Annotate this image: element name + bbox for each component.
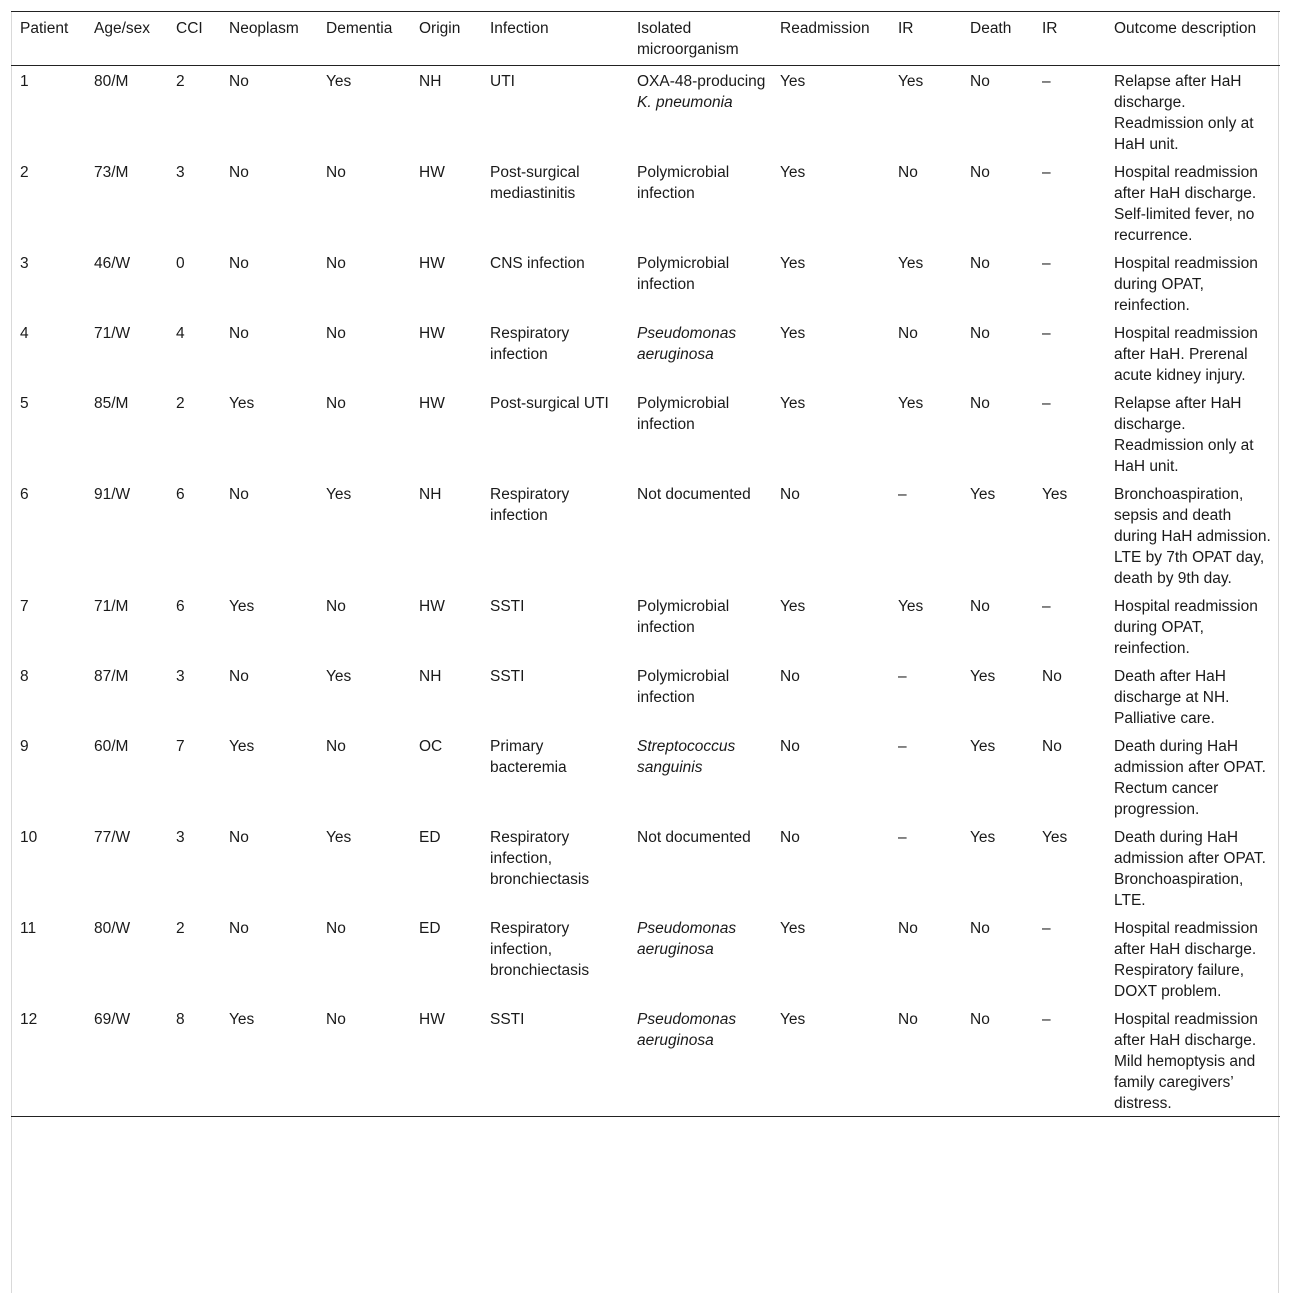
- header-readmission: Readmission: [780, 20, 870, 37]
- microorganism-species: Pseudomonas aeruginosa: [637, 920, 737, 958]
- header-death: Death: [970, 20, 1012, 37]
- cell-dementia: Yes: [326, 486, 352, 503]
- cell-patient: 7: [20, 598, 29, 615]
- cell-microorganism: [628, 388, 771, 479]
- cell-origin: ED: [419, 829, 441, 846]
- cell-readmission: Yes: [780, 73, 806, 90]
- header-microorganism: Isolated microorganism: [637, 20, 739, 58]
- cell-death: No: [970, 73, 990, 90]
- cell-ir-readmission: –: [898, 486, 907, 503]
- cell-neoplasm: No: [229, 255, 249, 272]
- table-row: [11, 1004, 1280, 1117]
- cell-dementia: No: [326, 325, 346, 342]
- cell-cci: 0: [176, 255, 185, 272]
- cell-death: Yes: [970, 668, 996, 685]
- cell-death: No: [970, 164, 990, 181]
- cell-infection: CNS infection: [490, 255, 585, 272]
- cell-ir-readmission: No: [898, 164, 918, 181]
- cell-outcome: Hospital readmission during OPAT, reinfection.: [1114, 598, 1258, 657]
- cell-ir-readmission: No: [898, 1011, 918, 1028]
- cell-infection: SSTI: [490, 1011, 525, 1028]
- cell-outcome: Death after HaH discharge at NH. Palliative care.: [1114, 668, 1230, 727]
- cell-ir-readmission: Yes: [898, 255, 924, 272]
- cell-ir-death: –: [1042, 395, 1051, 412]
- header-infection: Infection: [490, 20, 549, 37]
- cell-ir-death: Yes: [1042, 486, 1068, 503]
- cell-outcome: Hospital readmission after HaH. Prerenal acute kidney injury.: [1114, 325, 1258, 384]
- cell-patient: 11: [20, 920, 37, 937]
- cell-infection: Post-surgical UTI: [490, 395, 609, 412]
- cell-cci: 3: [176, 164, 185, 181]
- cell-death: No: [970, 395, 990, 412]
- cell-patient: 8: [20, 668, 29, 685]
- cell-age-sex: 87/M: [94, 668, 129, 685]
- cell-ir-readmission: Yes: [898, 395, 924, 412]
- cell-patient: 2: [20, 164, 29, 181]
- cell-age-sex: 60/M: [94, 738, 129, 755]
- cell-origin: NH: [419, 668, 442, 685]
- cell-microorganism: [628, 661, 771, 731]
- header-outcome: Outcome description: [1114, 20, 1257, 37]
- table-row: [11, 913, 1280, 1004]
- microorganism-species: Streptococcus sanguinis: [637, 738, 736, 776]
- cell-readmission: Yes: [780, 1011, 806, 1028]
- cell-death: No: [970, 1011, 990, 1028]
- cell-neoplasm: Yes: [229, 395, 255, 412]
- cell-dementia: No: [326, 395, 346, 412]
- table-row: [11, 157, 1280, 248]
- cell-microorganism: [628, 731, 771, 822]
- header-dementia: Dementia: [326, 20, 393, 37]
- patient-outcomes-table: [11, 11, 1280, 1117]
- header-origin: Origin: [419, 20, 461, 37]
- cell-death: Yes: [970, 829, 996, 846]
- table-row: [11, 661, 1280, 731]
- cell-dementia: No: [326, 598, 346, 615]
- cell-microorganism: [628, 913, 771, 1004]
- cell-age-sex: 85/M: [94, 395, 129, 412]
- microorganism-species: Pseudomonas aeruginosa: [637, 325, 737, 363]
- cell-cci: 3: [176, 668, 185, 685]
- microorganism-text: Polymicrobial infection: [637, 255, 730, 293]
- cell-ir-death: –: [1042, 73, 1051, 90]
- cell-cci: 2: [176, 395, 185, 412]
- microorganism-text: Polymicrobial infection: [637, 668, 730, 706]
- cell-patient: 5: [20, 395, 29, 412]
- cell-patient: 1: [20, 73, 29, 90]
- cell-patient: 12: [20, 1011, 38, 1028]
- cell-ir-death: Yes: [1042, 829, 1068, 846]
- cell-ir-readmission: –: [898, 738, 907, 755]
- table-row: [11, 822, 1280, 913]
- cell-patient: 10: [20, 829, 38, 846]
- cell-age-sex: 73/M: [94, 164, 129, 181]
- table-row: [11, 591, 1280, 661]
- cell-origin: HW: [419, 1011, 445, 1028]
- cell-neoplasm: No: [229, 164, 249, 181]
- table-header-row: [11, 12, 1280, 66]
- cell-outcome: Hospital readmission after HaH discharge. Self-limited fever, no recurrence.: [1114, 164, 1258, 244]
- cell-patient: 6: [20, 486, 29, 503]
- cell-neoplasm: Yes: [229, 1011, 255, 1028]
- cell-dementia: No: [326, 1011, 346, 1028]
- cell-origin: NH: [419, 486, 442, 503]
- cell-death: No: [970, 325, 990, 342]
- cell-patient: 3: [20, 255, 29, 272]
- header-ir-readmission: IR: [898, 20, 914, 37]
- header-cci: CCI: [176, 20, 203, 37]
- cell-outcome: Relapse after HaH discharge. Readmission only at HaH unit.: [1114, 73, 1254, 153]
- cell-microorganism: [628, 318, 771, 388]
- cell-dementia: Yes: [326, 668, 352, 685]
- cell-neoplasm: Yes: [229, 598, 255, 615]
- cell-origin: NH: [419, 73, 442, 90]
- microorganism-text: Polymicrobial infection: [637, 164, 730, 202]
- cell-microorganism: [628, 66, 771, 158]
- cell-infection: Respiratory infection: [490, 486, 570, 524]
- cell-cci: 4: [176, 325, 185, 342]
- cell-death: No: [970, 920, 990, 937]
- cell-dementia: No: [326, 738, 346, 755]
- cell-dementia: No: [326, 164, 346, 181]
- cell-dementia: No: [326, 255, 346, 272]
- cell-ir-readmission: –: [898, 829, 907, 846]
- cell-infection: UTI: [490, 73, 515, 90]
- cell-readmission: Yes: [780, 920, 806, 937]
- cell-death: No: [970, 598, 990, 615]
- cell-age-sex: 80/M: [94, 73, 129, 90]
- cell-ir-death: –: [1042, 920, 1051, 937]
- cell-neoplasm: No: [229, 668, 249, 685]
- cell-outcome: Hospital readmission after HaH discharge. Respiratory failure, DOXT problem.: [1114, 920, 1258, 1000]
- cell-readmission: Yes: [780, 598, 806, 615]
- cell-origin: HW: [419, 598, 445, 615]
- cell-infection: Primary bacteremia: [490, 738, 567, 776]
- cell-cci: 6: [176, 598, 185, 615]
- microorganism-text: Polymicrobial infection: [637, 395, 730, 433]
- cell-outcome: Death during HaH admission after OPAT. Bronchoaspiration, LTE.: [1114, 829, 1266, 909]
- cell-infection: Post-surgical mediastinitis: [490, 164, 580, 202]
- cell-neoplasm: No: [229, 73, 249, 90]
- cell-death: Yes: [970, 738, 996, 755]
- cell-cci: 8: [176, 1011, 185, 1028]
- cell-microorganism: [628, 479, 771, 591]
- cell-neoplasm: No: [229, 486, 249, 503]
- cell-age-sex: 46/W: [94, 255, 131, 272]
- cell-infection: Respiratory infection, bronchiectasis: [490, 829, 590, 888]
- cell-age-sex: 77/W: [94, 829, 131, 846]
- cell-neoplasm: Yes: [229, 738, 255, 755]
- cell-readmission: Yes: [780, 255, 806, 272]
- cell-outcome: Bronchoaspiration, sepsis and death during HaH admission. LTE by 7th OPAT day, death by 9th day.: [1114, 486, 1271, 587]
- cell-infection: Respiratory infection, bronchiectasis: [490, 920, 590, 979]
- cell-death: Yes: [970, 486, 996, 503]
- table-row: [11, 388, 1280, 479]
- cell-infection: SSTI: [490, 668, 525, 685]
- cell-dementia: Yes: [326, 829, 352, 846]
- cell-ir-readmission: No: [898, 920, 918, 937]
- cell-origin: HW: [419, 255, 445, 272]
- cell-neoplasm: No: [229, 920, 249, 937]
- header-age-sex: Age/sex: [94, 20, 151, 37]
- cell-patient: 9: [20, 738, 29, 755]
- cell-ir-readmission: Yes: [898, 73, 924, 90]
- cell-outcome: Hospital readmission after HaH discharge. Mild hemoptysis and family caregivers’ distress.: [1114, 1011, 1258, 1112]
- cell-readmission: No: [780, 738, 800, 755]
- table-row: [11, 731, 1280, 822]
- cell-age-sex: 80/W: [94, 920, 131, 937]
- cell-ir-death: –: [1042, 598, 1051, 615]
- cell-ir-death: –: [1042, 164, 1051, 181]
- table-row: [11, 318, 1280, 388]
- cell-age-sex: 69/W: [94, 1011, 131, 1028]
- cell-ir-readmission: –: [898, 668, 907, 685]
- microorganism-text: Not documented: [637, 829, 751, 846]
- cell-origin: HW: [419, 325, 445, 342]
- header-patient: Patient: [20, 20, 69, 37]
- cell-readmission: Yes: [780, 164, 806, 181]
- microorganism-text: Polymicrobial infection: [637, 598, 730, 636]
- cell-readmission: No: [780, 668, 800, 685]
- table-row: [11, 248, 1280, 318]
- microorganism-species: K. pneumonia: [637, 94, 733, 111]
- cell-ir-death: No: [1042, 668, 1062, 685]
- table-row: [11, 479, 1280, 591]
- cell-origin: HW: [419, 395, 445, 412]
- cell-microorganism: [628, 248, 771, 318]
- table-row: [11, 66, 1280, 158]
- cell-ir-readmission: Yes: [898, 598, 924, 615]
- cell-origin: ED: [419, 920, 441, 937]
- cell-outcome: Relapse after HaH discharge. Readmission only at HaH unit.: [1114, 395, 1254, 475]
- cell-cci: 7: [176, 738, 185, 755]
- microorganism-species: Pseudomonas aeruginosa: [637, 1011, 737, 1049]
- cell-readmission: Yes: [780, 395, 806, 412]
- cell-microorganism: [628, 591, 771, 661]
- cell-age-sex: 71/M: [94, 598, 129, 615]
- cell-microorganism: [628, 157, 771, 248]
- cell-cci: 2: [176, 73, 185, 90]
- cell-dementia: Yes: [326, 73, 352, 90]
- cell-ir-death: –: [1042, 1011, 1051, 1028]
- cell-patient: 4: [20, 325, 29, 342]
- table-body: [11, 66, 1280, 1117]
- microorganism-text: Not documented: [637, 486, 751, 503]
- cell-infection: SSTI: [490, 598, 525, 615]
- cell-cci: 2: [176, 920, 185, 937]
- cell-outcome: Death during HaH admission after OPAT. Rectum cancer progression.: [1114, 738, 1266, 818]
- cell-readmission: Yes: [780, 325, 806, 342]
- cell-microorganism: [628, 822, 771, 913]
- cell-neoplasm: No: [229, 829, 249, 846]
- cell-origin: OC: [419, 738, 443, 755]
- cell-ir-readmission: No: [898, 325, 918, 342]
- header-neoplasm: Neoplasm: [229, 20, 299, 37]
- cell-outcome: Hospital readmission during OPAT, reinfection.: [1114, 255, 1258, 314]
- cell-cci: 6: [176, 486, 185, 503]
- cell-age-sex: 91/W: [94, 486, 131, 503]
- cell-microorganism: [628, 1004, 771, 1117]
- cell-origin: HW: [419, 164, 445, 181]
- cell-ir-death: –: [1042, 325, 1051, 342]
- cell-ir-death: –: [1042, 255, 1051, 272]
- cell-death: No: [970, 255, 990, 272]
- microorganism-text: OXA-48-producing: [637, 73, 766, 90]
- cell-infection: Respiratory infection: [490, 325, 570, 363]
- cell-age-sex: 71/W: [94, 325, 131, 342]
- cell-ir-death: No: [1042, 738, 1062, 755]
- cell-neoplasm: No: [229, 325, 249, 342]
- cell-readmission: No: [780, 829, 800, 846]
- header-ir-death: IR: [1042, 20, 1058, 37]
- cell-dementia: No: [326, 920, 346, 937]
- cell-readmission: No: [780, 486, 800, 503]
- cell-cci: 3: [176, 829, 185, 846]
